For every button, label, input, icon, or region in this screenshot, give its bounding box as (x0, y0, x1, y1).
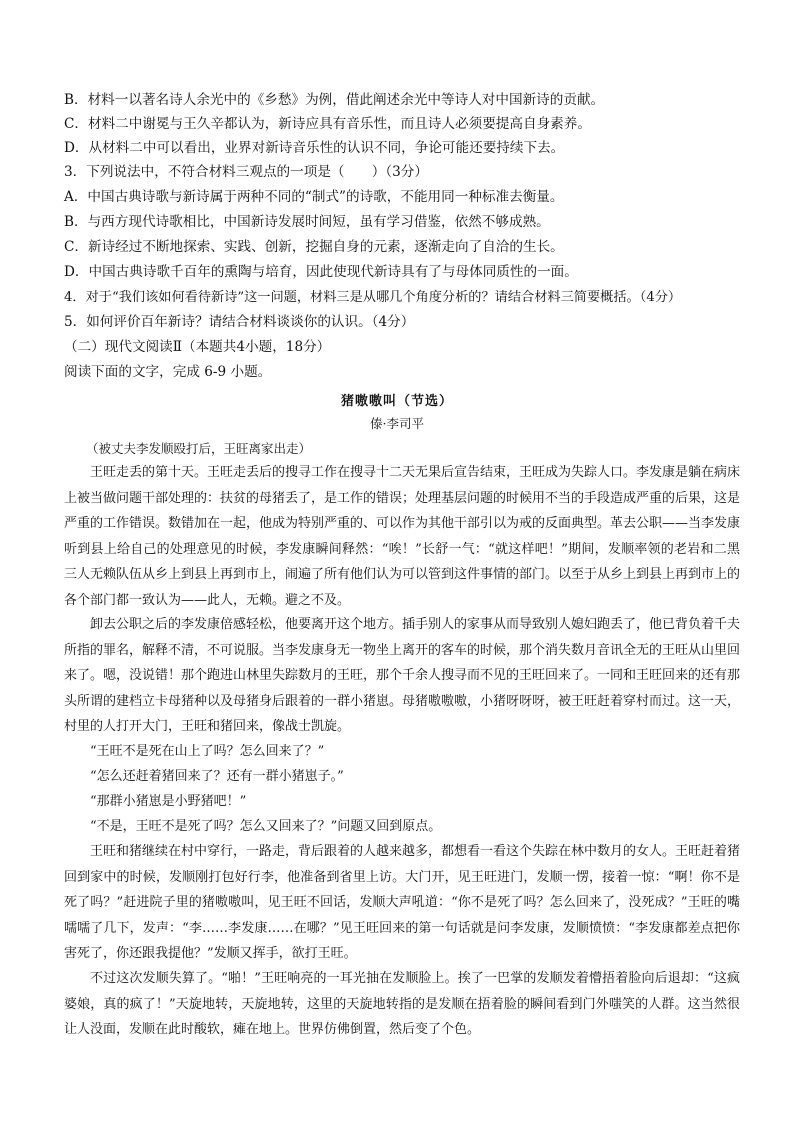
q3-option-d: D．中国古典诗歌千百年的熏陶与培育，因此使现代新诗具有了与母体同质性的一面。 (64, 264, 578, 280)
article-paragraph: 卸去公职之后的李发康倍感轻松，他要离开这个地方。插手别人的家事从而导致别人媳妇跑丢了，他已背负着千夫所指的罪名，解释不清，不可说服。当李发康身无一物坐上离开的客车的时候，那个消失数月音讯全无的王旺从山里回来了。嗯，没说错！那个跑进山林里失踪数月的王旺，那个千余人搜寻而不见的王旺回来了。一同和王旺回来的还有那头所谓的建档立卡母猪种以及母猪身后跟着的一群小猪崽。母猪嗷嗷嗷，小猪呀呀呀，被王旺赶着穿村而过。这一天，村里的人打开大门，王旺和猪回来，像战士凯旋。 (64, 617, 741, 735)
q3-option-c: C．新诗经过不断地探索、实践、创新，挖掘自身的元素，逐渐走向了自洽的生长。 (64, 239, 564, 255)
q4-question: 4．对于“我们该如何看待新诗”这一问题，材料三是从哪几个角度分析的？请结合材料三简要概括。（4分） (64, 290, 682, 305)
article-paragraph: 不过这次发顺失算了。“啪！”王旺响亮的一耳光抽在发顺脸上。挨了一巴掌的发顺发着懵捂着脸向后退却：“这疯婆娘，真的疯了！”天旋地转，天旋地转，这里的天旋地转指的是发顺在捂着脸的瞬间看到门外嗤笑的人群。这当然很让人没面，发顺在此时酸软，瘫在地上。世界仿佛倒置，然后变了个色。 (64, 971, 740, 1038)
article-dialogue: “那群小猪崽是小野猪吧！” (90, 794, 247, 809)
section-instruction: 阅读下面的文字，完成 6-9 小题。 (64, 364, 272, 380)
q2-option-b: B．材料一以著名诗人余光中的《乡愁》为例，借此阐述余光中等诗人对中国新诗的贡献。 (64, 92, 605, 108)
article-paragraph: 王旺走丢的第十天。王旺走丢后的搜寻工作在搜寻十二天无果后宣告结束，王旺成为失踪人口。李发康是躺在病床上被当做问题干部处理的：扶贫的母猪丢了，是工作的错误；处理基层问题的时候用不当的手段造成严重的后果，这是严重的工作错误。数错加在一起，他成为特别严重的、可以作为其他干部引以为戒的反面典型。革去公职——当李发康听到县上给自己的处理意见的时候，李发康瞬间释然：“唉！”长舒一气：“就这样吧！”期间，发顺率领的老岩和二黑三人无赖队伍从乡上到县上再到市上，闹遍了所有他们认为可以管到这件事情的部门。以至于从乡上到县上再到市上的各个部门都一致认为——此人，无赖。避之不及。 (64, 465, 741, 608)
q3-option-b: B．与西方现代诗歌相比，中国新诗发展时间短，虽有学习借鉴，依然不够成熟。 (64, 214, 550, 230)
section-heading: （二）现代文阅读Ⅱ（本题共4小题，18分） (64, 339, 331, 355)
article-dialogue: “不是，王旺不是死了吗？怎么又回来了？”问题又回到原点。 (90, 819, 442, 834)
q5-question: 5．如何评价百年新诗？请结合材料谈谈你的认识。（4分） (64, 314, 415, 330)
article-title: 猪嗷嗷叫（节选） (340, 394, 453, 409)
article-note: （被丈夫李发顺殴打后，王旺离家出走） (86, 441, 312, 456)
q3-option-a: A．中国古典诗歌与新诗属于两种不同的“制式”的诗歌，不能用同一种标准去衡量。 (64, 189, 564, 205)
article-dialogue: “怎么还赶着猪回来了？还有一群小猪崽子。” (90, 769, 344, 784)
q3-stem: 3．下列说法中，不符合材料三观点的一项是（ ）（3分） (64, 164, 428, 180)
q2-option-d: D．从材料二中可以看出，业界对新诗音乐性的认识不同，争论可能还要持续下去。 (64, 140, 565, 156)
article-paragraph: 王旺和猪继续在村中穿行，一路走，背后跟着的人越来越多，都想看一看这个失踪在林中数月的女人。王旺赶着猪回到家中的时候，发顺刚打包好行李，他准备到省里上访。大门开，见王旺进门，发顺一愣，接着一惊：“啊！你不是死了吗？”赶进院子里的猪嗷嗷叫，见王旺不回话，发顺大声吼道：“你不是死了吗？怎么回来了，没死成？”王旺的嘴嚅嚅了几下，发声：“李……李发康……在哪？”见王旺回来的第一句话就是问李发康，发顺愤愤：“李发康都差点把你害死了，你还跟我提他？”发顺又挥手，欲打王旺。 (64, 844, 741, 962)
article-author: 傣·李司平 (370, 416, 424, 431)
q2-option-c: C．材料二中谢冕与王久辛都认为，新诗应具有音乐性，而且诗人必须要提高自身素养。 (64, 116, 591, 132)
article-dialogue: “王旺不是死在山上了吗？怎么回来了？” (90, 744, 325, 759)
